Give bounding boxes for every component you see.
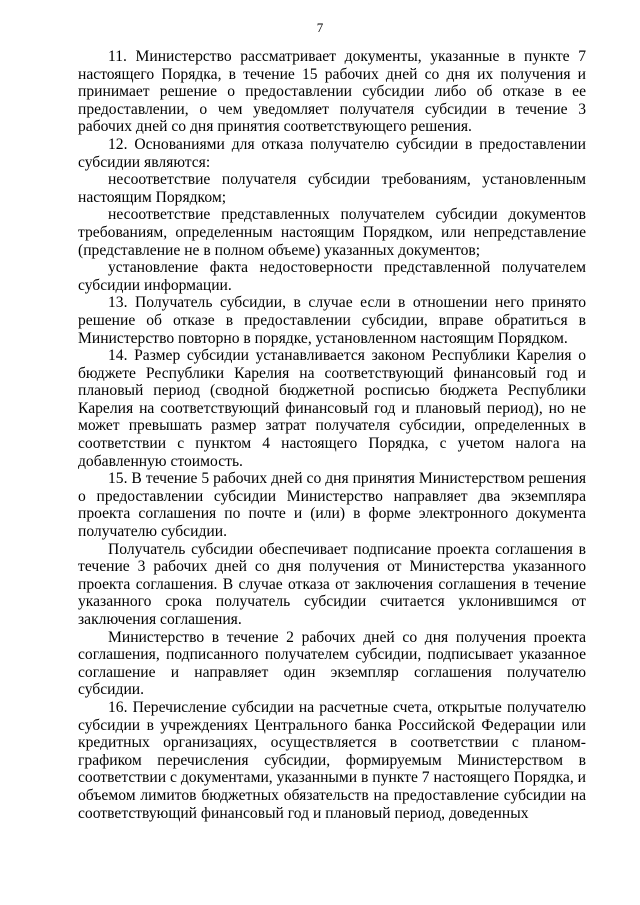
paragraph-item-15-signing: Получатель субсидии обеспечивает подписание проекта соглашения в течение 3 рабочих дней со дня получения от Министерства указанного проекта соглашения. В случае отказа от заключения соглашения в течение указанного срока получатель субсидии считается уклонившимся от заключения соглашения. bbox=[78, 540, 586, 628]
paragraph-item-12: 12. Основаниями для отказа получателю субсидии в предоставлении субсидии являются: bbox=[78, 135, 586, 171]
document-body bbox=[78, 48, 586, 822]
paragraph-item-15-ministry: Министерство в течение 2 рабочих дней со дня получения проекта соглашения, подписанного получателем субсидии, подписывает указанное соглашение и направляет один экземпляр соглашения получателю субсидии. bbox=[78, 628, 586, 699]
paragraph-reason-2: несоответствие представленных получателем субсидии документов требованиям, определенным настоящим Порядком, или непредставление (представление не в полном объеме) указанных документов; bbox=[78, 206, 586, 259]
paragraph-item-13: 13. Получатель субсидии, в случае если в отношении него принято решение об отказе в предоставлении субсидии, вправе обратиться в Министерство повторно в порядке, установленном настоящим Порядком. bbox=[78, 294, 586, 347]
paragraph-item-16: 16. Перечисление субсидии на расчетные счета, открытые получателю субсидии в учреждениях Центрального банка Российской Федерации или кредитных организациях, осуществляется в соответствии с планом-графиком перечисления субсидии, формируемым Министерством в соответствии с документами, указанными в пункте 7 настоящего Порядка, и объемом лимитов бюджетных обязательств на предоставление субсидии на соответствующий финансовый год и плановый период, доведенных bbox=[78, 698, 586, 822]
page-number: 7 bbox=[316, 20, 324, 35]
paragraph-item-14: 14. Размер субсидии устанавливается законом Республики Карелия о бюджете Республики Карелия на соответствующий финансовый год и плановый период (сводной бюджетной росписью бюджета Республики Карелия на соответствующий финансовый год и плановый период), но не может превышать размер затрат получателя субсидии, определенных в соответствии с пунктом 4 настоящего Порядка, с учетом налога на добавленную стоимость. bbox=[78, 347, 586, 470]
paragraph-item-11: 11. Министерство рассматривает документы, указанные в пункте 7 настоящего Порядка, в течение 15 рабочих дней со дня их получения и принимает решение о предоставлении субсидии либо об отказе в ее предоставлении, о чем уведомляет получателя субсидии в течение 3 рабочих дней со дня принятия соответствующего решения. bbox=[78, 48, 586, 136]
paragraph-item-15: 15. В течение 5 рабочих дней со дня принятия Министерством решения о предоставлении субсидии Министерство направляет два экземпляра проекта соглашения по почте и (или) в форме электронного документа получателю субсидии. bbox=[78, 470, 586, 541]
paragraph-reason-3: установление факта недостоверности представленной получателем субсидии информации. bbox=[78, 259, 586, 294]
paragraph-reason-1: несоответствие получателя субсидии требованиям, установленным настоящим Порядком; bbox=[78, 171, 586, 206]
